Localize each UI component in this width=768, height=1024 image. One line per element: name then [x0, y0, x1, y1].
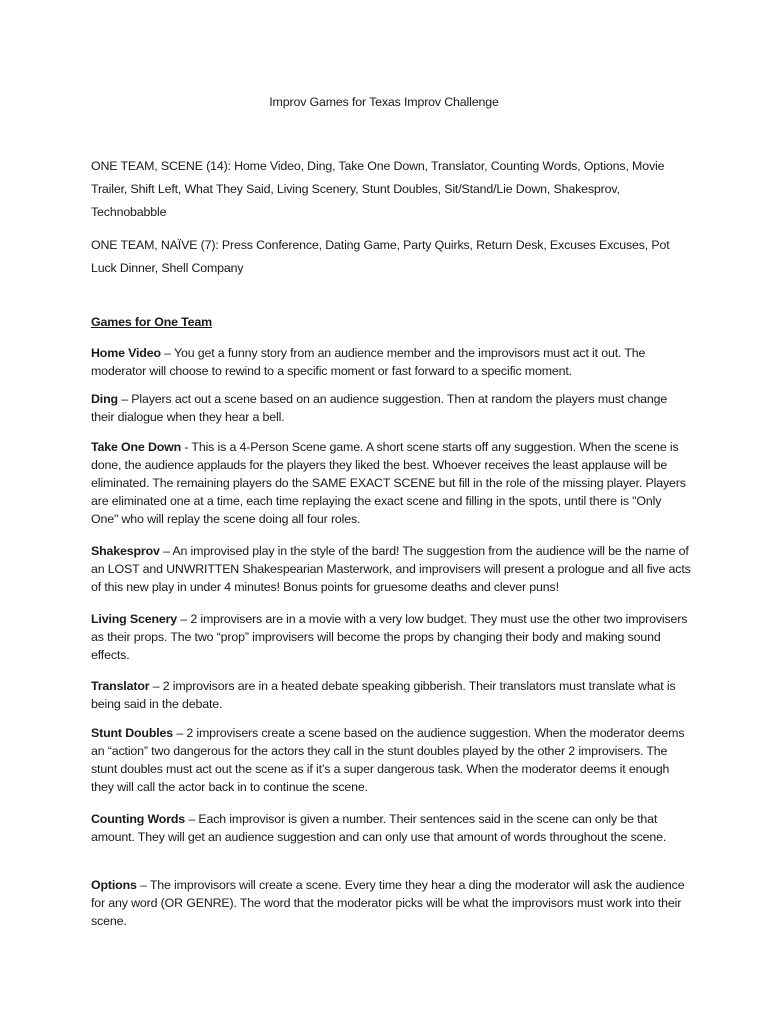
game-name: Counting Words: [91, 812, 186, 826]
game-name: Living Scenery: [91, 612, 178, 626]
game-name: Options: [91, 878, 137, 892]
game-description: – Players act out a scene based on an audience suggestion. Then at random the players must change their dialogue when they hear a bell.: [91, 392, 668, 424]
game-description: – 2 improvisers create a scene based on the audience suggestion. When the moderator deems an “action” two dangerous for the actors they call in the stunt doubles played by the other 2 improvisers. The stunt doubles must act out the scene as if it’s a super dangerous task. When the moderator deems it enough they will call the actor back in to continue the scene.: [91, 726, 685, 794]
game-entry-translator: [91, 677, 691, 713]
summary-heading: ONE TEAM, NAÏVE (7):: [91, 238, 219, 252]
game-description: – An improvised play in the style of the bard! The suggestion from the audience will be the name of an LOST and UNWRITTEN Shakespearian Masterwork, and improvisers will present a prologue and all five acts of this new play in under 4 minutes! Bonus points for gruesome deaths and clever puns!: [91, 544, 691, 594]
game-entry-stunt-doubles: [91, 724, 691, 796]
game-name: Home Video: [91, 346, 161, 360]
summary-list: Press Conference, Dating Game, Party Quirks, Return Desk, Excuses Excuses, Pot Luck Dinner, Shell Company: [91, 238, 670, 275]
game-entry-counting-words: [91, 810, 691, 846]
game-name: Stunt Doubles: [91, 726, 174, 740]
game-description: – 2 improvisers are in a movie with a very low budget. They must use the other two improvisers as their props. The two “prop” improvisers will become the props by changing their body and making sound effects.: [91, 612, 688, 662]
summary-scene-games: [91, 155, 691, 224]
game-description: – 2 improvisors are in a heated debate speaking gibberish. Their translators must translate what is being said in the debate.: [91, 679, 676, 711]
summary-heading: ONE TEAM, SCENE (14):: [91, 159, 231, 173]
summary-list: Home Video, Ding, Take One Down, Translator, Counting Words, Options, Movie Trailer, Shift Left, What They Said, Living Scenery, Stunt Doubles, Sit/Stand/Lie Down, Shakesprov, Technobabble: [91, 159, 665, 219]
game-description: – The improvisors will create a scene. Every time they hear a ding the moderator will ask the audience for any word (OR GENRE). The word that the moderator picks will be what the improvisors must work into their scene.: [91, 878, 685, 928]
game-entry-shakesprov: [91, 542, 691, 596]
game-description: - This is a 4-Person Scene game. A short scene starts off any suggestion. When the scene is done, the audience applauds for the players they liked the best. Whoever receives the least applause will be eliminated. The remaining players do the SAME EXACT SCENE but fill in the role of the missing player. Players are eliminated one at a time, each time replaying the exact scene and filling in the spots, until there is "Only One" who will replay the scene doing all four roles.: [91, 440, 686, 526]
game-description: – Each improvisor is given a number. Their sentences said in the scene can only be that amount. They will get an audience suggestion and can only use that amount of words throughout the scene.: [91, 812, 667, 844]
game-name: Take One Down: [91, 440, 182, 454]
game-entry-living-scenery: [91, 610, 691, 664]
game-entry-home-video: [91, 344, 691, 380]
game-entry-ding: [91, 390, 691, 426]
game-name: Translator: [91, 679, 150, 693]
game-entry-options: [91, 876, 691, 930]
game-description: – You get a funny story from an audience member and the improvisors must act it out. The moderator will choose to rewind to a specific moment or fast forward to a specific moment.: [91, 346, 646, 378]
section-heading: Games for One Team: [91, 315, 213, 329]
document-title: Improv Games for Texas Improv Challenge: [269, 95, 499, 109]
game-name: Ding: [91, 392, 118, 406]
game-entry-take-one-down: [91, 438, 691, 528]
summary-naive-games: [91, 234, 691, 280]
game-name: Shakesprov: [91, 544, 160, 558]
